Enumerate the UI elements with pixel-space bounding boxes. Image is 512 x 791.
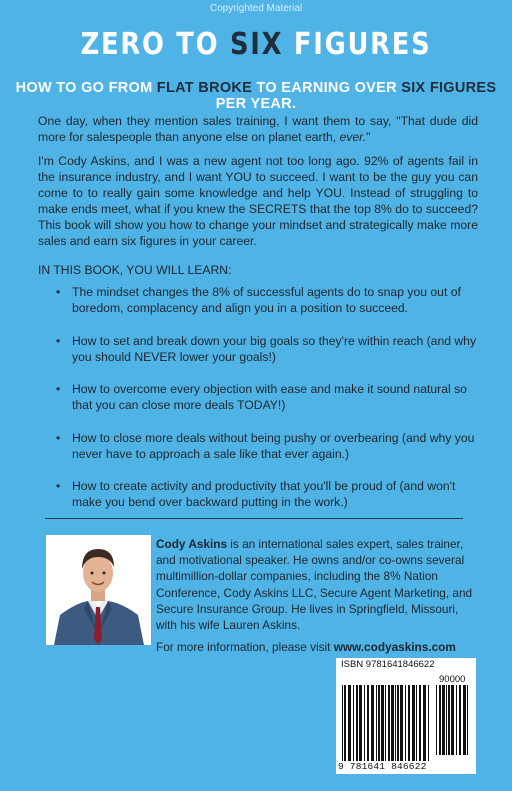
barcode-bar — [467, 685, 468, 755]
barcode-bar — [459, 685, 461, 755]
intro-emphasis: ever. — [339, 130, 367, 144]
list-item — [52, 333, 482, 365]
learn-list — [52, 284, 482, 527]
barcode-bar — [381, 685, 384, 761]
barcode-bar — [416, 685, 417, 761]
barcode-bar — [364, 685, 365, 761]
list-item — [52, 381, 482, 413]
intro-end: " — [366, 130, 371, 144]
barcode-bar — [419, 685, 421, 761]
barcode-bar — [344, 685, 346, 761]
barcode-box — [336, 658, 476, 774]
author-name: Cody Askins — [156, 537, 228, 551]
barcode-bar — [388, 685, 390, 761]
list-item-text: How to set and break down your big goals so they're within reach (and why you should NEVER lower your goals!) — [72, 333, 477, 364]
website-link[interactable]: www.codyaskins.com — [333, 640, 456, 654]
barcode-bar — [353, 685, 354, 761]
learn-heading: IN THIS BOOK, YOU WILL LEARN: — [38, 263, 232, 277]
barcode-addon-icon — [436, 685, 470, 755]
barcode-bar — [436, 685, 437, 755]
barcode-bar — [423, 685, 426, 761]
isbn-label: ISBN 9781641846622 — [341, 659, 435, 670]
bullet-icon: • — [56, 430, 61, 445]
barcode-bar — [448, 685, 450, 755]
barcode-icon — [342, 685, 432, 761]
bullet-icon: • — [56, 285, 61, 299]
list-item-text: The mindset changes the 8% of successful agents do to snap you out of boredom, complacency and align you in a position to succeed. — [72, 285, 461, 315]
author-photo — [46, 535, 151, 645]
book-subtitle — [0, 80, 512, 112]
barcode-bar — [342, 685, 343, 761]
barcode-bar — [456, 685, 457, 755]
barcode-bar — [356, 685, 358, 761]
barcode-bar — [405, 685, 406, 761]
barcode-bar — [348, 685, 351, 761]
bullet-icon: • — [56, 333, 61, 348]
list-item — [52, 478, 482, 510]
subtitle-part2: TO EARNING OVER — [252, 80, 402, 96]
barcode-bar — [428, 685, 429, 761]
subtitle-part3: PER YEAR. — [215, 96, 297, 112]
barcode-bar — [371, 685, 374, 761]
barcode-bar — [395, 685, 396, 761]
barcode-bar — [446, 685, 447, 755]
barcode-bar — [463, 685, 466, 755]
more-info — [156, 640, 476, 654]
intro-text: One day, when they mention sales training, I want them to say, "That dude did more for salespeople than anyone else on planet earth, — [38, 114, 478, 144]
subtitle-highlight-1: FLAT BROKE — [156, 80, 253, 96]
list-item — [52, 430, 482, 462]
subtitle-part1: HOW TO GO FROM — [15, 80, 157, 96]
author-bio-text: is an international sales expert, sales trainer, and motivational speaker. He owns and/or co-owns several multimillion-dollar companies, including the 8% Nation Conference, Cody Askins LLC, Secure Agent Marketing, and Secure Insurance Group. He lives in Springfield, Missouri, with his wife Lauren Askins. — [156, 537, 473, 633]
title-highlight: SIX — [229, 27, 284, 62]
book-title — [36, 27, 476, 62]
subtitle-highlight-2: SIX FIGURES — [401, 80, 497, 96]
barcode-bar — [439, 685, 441, 755]
barcode-bar — [378, 685, 380, 761]
price-code: 90000 — [439, 674, 466, 685]
barcode-bar — [442, 685, 445, 755]
author-bio — [156, 536, 478, 633]
barcode-bar — [367, 685, 369, 761]
barcode-bar — [408, 685, 410, 761]
barcode-bar — [376, 685, 377, 761]
bullet-icon: • — [56, 382, 61, 396]
list-item-text: How to close more deals without being pushy or overbearing (and why you never have to approach a sale like that ever again.) — [72, 430, 475, 461]
bullet-icon: • — [56, 479, 61, 493]
section-divider — [45, 518, 463, 519]
title-post: FIGURES — [283, 27, 432, 62]
list-item — [52, 284, 482, 316]
barcode-bar — [451, 685, 454, 755]
intro-paragraph — [38, 113, 478, 145]
more-info-text: For more information, please visit — [156, 640, 334, 654]
barcode-bar — [397, 685, 399, 761]
title-pre: ZERO TO — [80, 27, 230, 62]
barcode-bar — [391, 685, 394, 761]
list-item-text: How to overcome every objection with ease and make it sound natural so that you can close more deals TODAY!) — [72, 382, 467, 412]
barcode-bar — [359, 685, 362, 761]
barcode-digits: 9 781641 846622 — [338, 761, 427, 772]
barcode-bar — [412, 685, 415, 761]
author-portrait-icon — [46, 535, 151, 645]
list-item-text: How to create activity and productivity that you'll be proud of (and won't make you bend over backward putting in the work.) — [72, 479, 456, 509]
barcode-bar — [385, 685, 386, 761]
copyright-notice: Copyrighted Material — [209, 3, 303, 14]
barcode-bar — [400, 685, 403, 761]
description-paragraph: I'm Cody Askins, and I was a new agent not too long ago. 92% of agents fail in the insurance industry, and I want YOU to succeed. I want to be the guy you can come to to really gain some knowledge and help YOU. Instead of struggling to make ends meet, what if you knew the SECRETS that the top 8% do to succeed? This book will show you how to change your mindset and strategically make more sales and earn six figures in your career. — [38, 154, 478, 248]
